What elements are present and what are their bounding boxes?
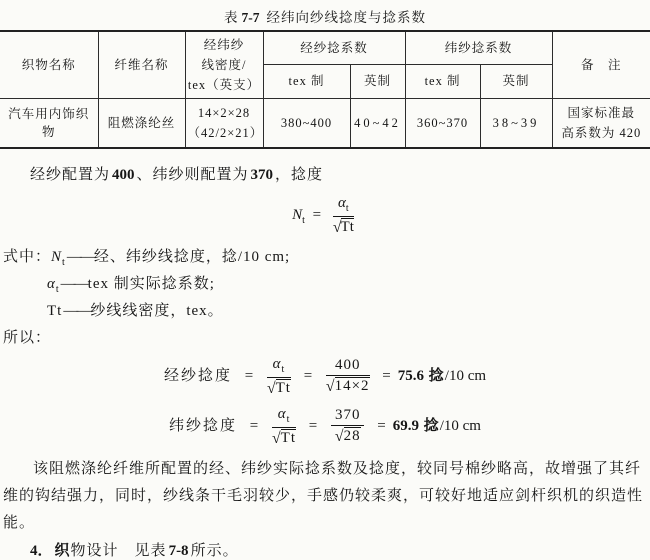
equals-sign: =: [244, 367, 255, 384]
symbol-alpha-description: tex 制实际捻系数;: [87, 276, 215, 292]
cell-fiber-name: 阻燃涤纶丝: [98, 99, 185, 149]
sqrt-radicand: 14×2: [334, 378, 370, 395]
cell-weft-tex-value: 360~370: [405, 99, 480, 149]
sqrt-icon: √: [332, 218, 342, 236]
warp-twist-calculation: [0, 356, 650, 396]
formula-fraction: [333, 195, 354, 236]
symbol-tt: Tt: [47, 303, 63, 319]
twist-coefficient-table: [0, 30, 650, 149]
sqrt-expression: [272, 430, 296, 446]
cell-weft-imperial-value: 38~39: [480, 99, 552, 149]
header-density-line1: 经纬纱: [203, 38, 245, 52]
fraction-denominator: [331, 426, 365, 445]
alpha-subscript: t: [281, 364, 286, 375]
legend-row-alpha: [0, 272, 650, 299]
alpha-symbol: α: [272, 356, 282, 372]
warp-twist-result: 75.6: [397, 367, 425, 384]
twist-unit: 捻: [428, 367, 445, 384]
header-weft-tex-system: tex 制: [405, 65, 480, 99]
twist-formula: [0, 195, 650, 237]
warp-calc-label: 经纱捻度: [163, 367, 232, 384]
cell-density-line2: （42/2×21）: [187, 126, 264, 140]
sqrt-expression: [335, 428, 361, 444]
warp-coefficient-value: 400: [112, 167, 135, 183]
section-heading-fabric-design: [0, 539, 650, 560]
table-row: [0, 99, 650, 149]
legend-row-nt: [0, 245, 650, 272]
alpha-subscript: t: [345, 203, 349, 214]
see-table-text: 见表: [134, 543, 167, 559]
cell-remarks: [552, 99, 650, 149]
alpha-symbol: α: [277, 406, 287, 422]
warp-numeric-fraction: [326, 357, 370, 396]
equals-sign: =: [303, 367, 314, 384]
header-density-line2: 线密度/: [201, 58, 247, 72]
where-label: 式中：: [3, 249, 52, 265]
fraction-denominator: [326, 376, 370, 395]
weft-twist-calculation: [0, 406, 650, 446]
fraction-numerator: [333, 195, 354, 217]
header-warp-twist-group: 经纱捻系数: [263, 31, 405, 65]
weft-coefficient-value: 370: [250, 167, 274, 183]
cell-density-line1: 14×2×28: [197, 106, 251, 120]
sqrt-icon: √: [272, 429, 282, 447]
twist-unit-denominator: /10 cm: [439, 417, 481, 434]
header-fabric-name: 织物名称: [0, 31, 98, 99]
twist-unit-denominator: /10 cm: [444, 367, 487, 384]
table-title-prefix: 表: [224, 10, 239, 25]
formula-lhs-subscript: t: [302, 214, 305, 226]
symbol-tt-description: 纱线线密度，tex。: [90, 303, 224, 319]
weft-symbolic-fraction: [272, 406, 296, 447]
config-text-1: 经纱配置为: [30, 167, 111, 183]
formula-legend: [0, 245, 650, 352]
fraction-denominator: [272, 428, 296, 447]
section-number: 4．: [30, 543, 53, 559]
fraction-numerator: 370: [331, 407, 365, 426]
table-title: [0, 0, 650, 26]
analysis-line-3: 能。: [3, 515, 36, 531]
header-remarks: 备 注: [552, 31, 650, 99]
header-fiber-name: 纤维名称: [98, 31, 185, 99]
cell-density: [185, 99, 263, 149]
equals-sign: =: [308, 417, 319, 434]
sqrt-icon: √: [266, 379, 277, 397]
header-warp-tex-system: tex 制: [263, 65, 350, 99]
fraction-denominator: [333, 217, 354, 236]
sqrt-radicand: Tt: [340, 218, 354, 235]
analysis-line-2: 维的钩结强力，同时，纱线条干毛羽较少，手感仍较柔爽，可较好地适应剑杆织机的织造性: [3, 488, 644, 504]
symbol-nt: N: [51, 249, 63, 265]
config-paragraph: [0, 163, 650, 185]
cell-warp-tex-value: 380~400: [263, 99, 350, 149]
equals-sign: =: [377, 417, 387, 434]
cell-remarks-line2: 高系数为 420: [561, 126, 642, 140]
config-text-2: 、纬纱则配置为: [136, 167, 249, 183]
twist-unit: 捻: [423, 417, 440, 434]
equals-sign: =: [249, 417, 260, 434]
dash-connector: ——: [63, 303, 90, 319]
fraction-denominator: [267, 378, 291, 397]
symbol-nt-description: 经、纬纱线捻度，捻/10 cm;: [93, 249, 291, 265]
symbol-alpha: α: [47, 276, 56, 292]
equals-sign: =: [312, 206, 322, 223]
weft-calc-label: 纬纱捻度: [169, 417, 238, 434]
warp-symbolic-fraction: [267, 356, 291, 397]
header-density-line3: tex（英支）: [187, 78, 261, 92]
analysis-line-1: 该阻燃涤纶纤维所配置的经、纬纱实际捻系数及捻度，较同号棉纱略高，故增强了其纤: [33, 461, 642, 477]
alpha-subscript: t: [286, 414, 291, 425]
sqrt-radicand: Tt: [275, 379, 291, 396]
cell-fabric-name: 汽车用内饰织物: [0, 99, 98, 149]
config-text-3: ，捻度: [275, 167, 324, 183]
weft-twist-result: 69.9: [392, 417, 419, 434]
section-title-rest: 物设计: [70, 543, 119, 559]
cell-warp-imperial-value: 40~42: [350, 99, 405, 149]
header-weft-twist-group: 纬纱捻系数: [405, 31, 552, 65]
sqrt-expression: [267, 380, 291, 396]
weft-numeric-fraction: [331, 407, 365, 446]
sqrt-icon: √: [325, 378, 336, 396]
so-label: 所以：: [3, 330, 52, 346]
cell-remarks-line1: 国家标准最: [567, 106, 636, 120]
table-reference-number: 7-8: [168, 543, 189, 559]
sqrt-radicand: 28: [343, 428, 361, 445]
see-table-suffix: 所示。: [190, 543, 239, 559]
analysis-paragraph: [0, 456, 650, 537]
legend-row-tt: [0, 299, 650, 326]
header-density: [185, 31, 263, 99]
formula-lhs-symbol: N: [292, 206, 303, 223]
sqrt-radicand: Tt: [280, 429, 297, 446]
alpha-symbol: α: [338, 195, 346, 211]
sqrt-icon: √: [334, 428, 345, 446]
header-weft-imperial: 英制: [480, 65, 552, 99]
section-title-bold-part: 织: [54, 543, 71, 559]
equals-sign: =: [382, 367, 392, 384]
dash-connector: ——: [60, 276, 87, 292]
fraction-numerator: [272, 406, 296, 428]
fraction-numerator: 400: [326, 357, 370, 376]
sqrt-expression: [326, 378, 370, 394]
table-title-text: 经纬向纱线捻度与捻系数: [266, 10, 426, 25]
table-title-number: 7-7: [241, 10, 260, 25]
sqrt-expression: [333, 219, 354, 235]
dash-connector: ——: [66, 249, 93, 265]
symbol-nt-subscript: t: [62, 257, 66, 268]
fraction-numerator: [267, 356, 291, 378]
header-warp-imperial: 英制: [350, 65, 405, 99]
symbol-alpha-subscript: t: [55, 284, 60, 295]
